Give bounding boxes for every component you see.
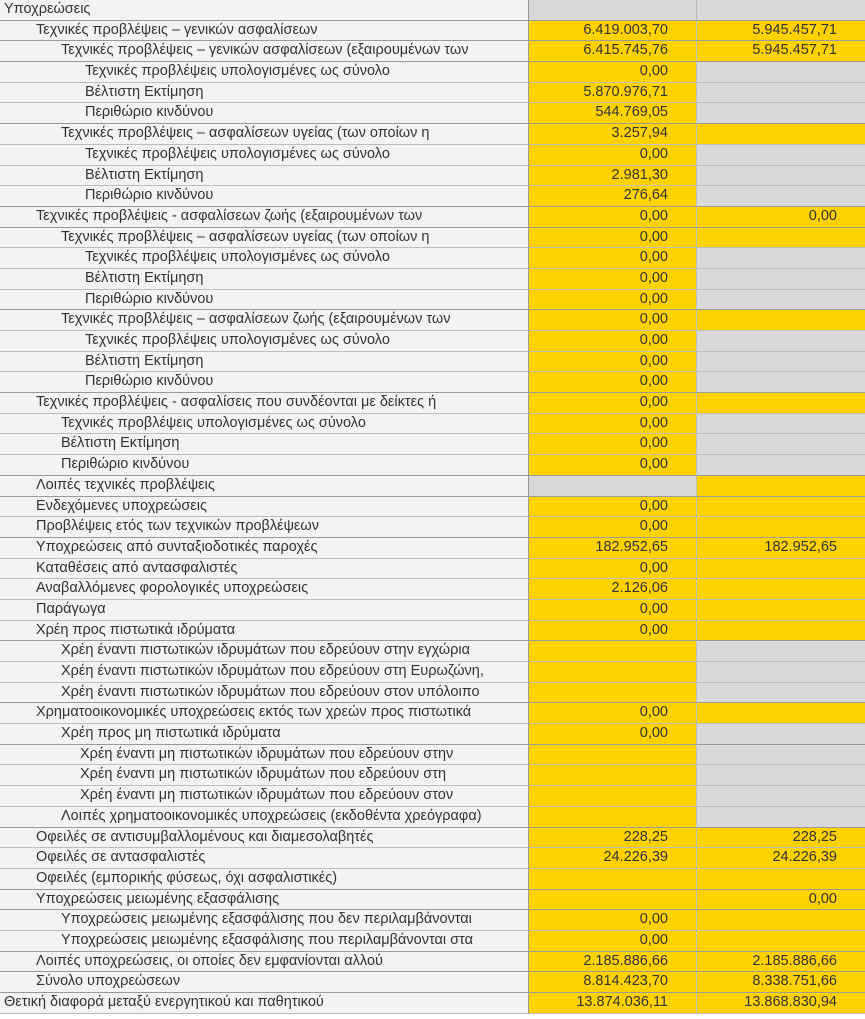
- table-row: [0, 21, 865, 42]
- value-cell-col2[interactable]: [697, 228, 865, 249]
- value-cell-col2[interactable]: [697, 145, 865, 166]
- value-cell-col1[interactable]: 6.415.745,76: [529, 41, 697, 62]
- value-cell-col1[interactable]: 0,00: [529, 703, 697, 724]
- row-label[interactable]: Βέλτιστη Εκτίμηση: [0, 83, 529, 104]
- value-cell-col1[interactable]: [529, 662, 697, 683]
- row-label[interactable]: Προβλέψεις ετός των τεχνικών προβλέψεων: [0, 517, 529, 538]
- row-label[interactable]: Αναβαλλόμενες φορολογικές υποχρεώσεις: [0, 579, 529, 600]
- value-cell-col1[interactable]: 0,00: [529, 310, 697, 331]
- value-cell-col1[interactable]: 0,00: [529, 724, 697, 745]
- table-row: [0, 765, 865, 786]
- value-cell-col1[interactable]: 13.874.036,11: [529, 993, 697, 1014]
- table-row: [0, 310, 865, 331]
- row-label[interactable]: Οφειλές (εμπορικής φύσεως, όχι ασφαλιστικές): [0, 869, 529, 890]
- value-cell-col2[interactable]: [697, 352, 865, 373]
- row-label[interactable]: Τεχνικές προβλέψεις – ασφαλίσεων υγείας (των οποίων η: [0, 124, 529, 145]
- row-label[interactable]: Περιθώριο κινδύνου: [0, 455, 529, 476]
- table-row: [0, 683, 865, 704]
- table-row: [0, 662, 865, 683]
- value-cell-col1[interactable]: 2.126,06: [529, 579, 697, 600]
- value-cell-col2[interactable]: [697, 579, 865, 600]
- table-row: [0, 600, 865, 621]
- row-label[interactable]: Βέλτιστη Εκτίμηση: [0, 434, 529, 455]
- row-label[interactable]: Περιθώριο κινδύνου: [0, 372, 529, 393]
- row-label[interactable]: Παράγωγα: [0, 600, 529, 621]
- row-label[interactable]: Τεχνικές προβλέψεις υπολογισμένες ως σύνολο: [0, 414, 529, 435]
- value-cell-col1[interactable]: 2.981,30: [529, 166, 697, 187]
- value-cell-col2[interactable]: [697, 786, 865, 807]
- table-row: [0, 0, 865, 21]
- value-cell-col2[interactable]: 2.185.886,66: [697, 952, 865, 973]
- row-label[interactable]: Υποχρεώσεις μειωμένης εξασφάλισης που περιλαμβάνονται στα: [0, 931, 529, 952]
- value-cell-col2[interactable]: [697, 455, 865, 476]
- value-cell-col2[interactable]: [697, 869, 865, 890]
- value-cell-col1[interactable]: 0,00: [529, 414, 697, 435]
- value-cell-col2[interactable]: [697, 931, 865, 952]
- value-cell-col1[interactable]: 0,00: [529, 517, 697, 538]
- table-row: [0, 352, 865, 373]
- table-row: [0, 248, 865, 269]
- value-cell-col2[interactable]: [697, 186, 865, 207]
- table-row: [0, 703, 865, 724]
- row-label[interactable]: Χρέη έναντι πιστωτικών ιδρυμάτων που εδρεύουν στην εγχώρια: [0, 641, 529, 662]
- value-cell-col2[interactable]: [697, 414, 865, 435]
- row-label[interactable]: Τεχνικές προβλέψεις – γενικών ασφαλίσεων (εξαιρουμένων των: [0, 41, 529, 62]
- row-label[interactable]: Τεχνικές προβλέψεις – γενικών ασφαλίσεων: [0, 21, 529, 42]
- value-cell-col1[interactable]: [529, 765, 697, 786]
- value-cell-col1[interactable]: 0,00: [529, 269, 697, 290]
- row-label[interactable]: Περιθώριο κινδύνου: [0, 290, 529, 311]
- row-label[interactable]: Υποχρεώσεις από συνταξιοδοτικές παροχές: [0, 538, 529, 559]
- value-cell-col2[interactable]: 24.226,39: [697, 848, 865, 869]
- value-cell-col2[interactable]: [697, 497, 865, 518]
- value-cell-col2[interactable]: [697, 559, 865, 580]
- value-cell-col1[interactable]: 544.769,05: [529, 103, 697, 124]
- table-row: [0, 869, 865, 890]
- value-cell-col1[interactable]: 0,00: [529, 145, 697, 166]
- row-label[interactable]: Ενδεχόμενες υποχρεώσεις: [0, 497, 529, 518]
- table-row: [0, 931, 865, 952]
- row-label[interactable]: Σύνολο υποχρεώσεων: [0, 972, 529, 993]
- value-cell-col2[interactable]: 182.952,65: [697, 538, 865, 559]
- table-row: [0, 393, 865, 414]
- value-cell-col1[interactable]: [529, 745, 697, 766]
- value-cell-col2[interactable]: [697, 166, 865, 187]
- value-cell-col1[interactable]: 228,25: [529, 828, 697, 849]
- table-row: [0, 372, 865, 393]
- row-label[interactable]: Οφειλές σε αντισυμβαλλομένους και διαμεσολαβητές: [0, 828, 529, 849]
- value-cell-col2[interactable]: [697, 290, 865, 311]
- row-label[interactable]: Καταθέσεις από αντασφαλιστές: [0, 559, 529, 580]
- row-label[interactable]: Θετική διαφορά μεταξύ ενεργητικού και παθητικού: [0, 993, 529, 1014]
- value-cell-col2[interactable]: 8.338.751,66: [697, 972, 865, 993]
- value-cell-col2[interactable]: [697, 683, 865, 704]
- table-row: [0, 62, 865, 83]
- value-cell-col2[interactable]: [697, 372, 865, 393]
- table-row: [0, 207, 865, 228]
- value-cell-col2[interactable]: [697, 745, 865, 766]
- row-label[interactable]: Βέλτιστη Εκτίμηση: [0, 166, 529, 187]
- value-cell-col1[interactable]: [529, 476, 697, 497]
- table-row: [0, 807, 865, 828]
- table-row: [0, 476, 865, 497]
- table-row: [0, 828, 865, 849]
- value-cell-col1[interactable]: [529, 869, 697, 890]
- value-cell-col2[interactable]: [697, 248, 865, 269]
- row-label[interactable]: Τεχνικές προβλέψεις υπολογισμένες ως σύνολο: [0, 248, 529, 269]
- value-cell-col1[interactable]: 0,00: [529, 352, 697, 373]
- table-row: [0, 414, 865, 435]
- row-label[interactable]: Χρέη προς μη πιστωτικά ιδρύματα: [0, 724, 529, 745]
- value-cell-col1[interactable]: 2.185.886,66: [529, 952, 697, 973]
- row-label[interactable]: Τεχνικές προβλέψεις υπολογισμένες ως σύνολο: [0, 62, 529, 83]
- value-cell-col1[interactable]: 5.870.976,71: [529, 83, 697, 104]
- table-row: [0, 952, 865, 973]
- value-cell-col1[interactable]: 3.257,94: [529, 124, 697, 145]
- table-row: [0, 745, 865, 766]
- row-label[interactable]: Χρέη έναντι πιστωτικών ιδρυμάτων που εδρεύουν στον υπόλοιπο: [0, 683, 529, 704]
- table-row: [0, 579, 865, 600]
- value-cell-col2[interactable]: [697, 434, 865, 455]
- row-label[interactable]: Τεχνικές προβλέψεις - ασφαλίσεις που συνδέονται με δείκτες ή: [0, 393, 529, 414]
- value-cell-col1[interactable]: 0,00: [529, 434, 697, 455]
- row-label[interactable]: Τεχνικές προβλέψεις υπολογισμένες ως σύνολο: [0, 331, 529, 352]
- row-label[interactable]: Βέλτιστη Εκτίμηση: [0, 269, 529, 290]
- value-cell-col2[interactable]: [697, 103, 865, 124]
- value-cell-col2[interactable]: [697, 331, 865, 352]
- value-cell-col1[interactable]: 0,00: [529, 455, 697, 476]
- row-label[interactable]: Χρέη έναντι μη πιστωτικών ιδρυμάτων που εδρεύουν στην: [0, 745, 529, 766]
- value-cell-col1[interactable]: 0,00: [529, 497, 697, 518]
- table-row: [0, 331, 865, 352]
- value-cell-col2[interactable]: 13.868.830,94: [697, 993, 865, 1014]
- row-label[interactable]: Υποχρεώσεις μειωμένης εξασφάλισης: [0, 890, 529, 911]
- value-cell-col1[interactable]: [529, 683, 697, 704]
- value-cell-col1[interactable]: 0,00: [529, 910, 697, 931]
- value-cell-col2[interactable]: [697, 703, 865, 724]
- value-cell-col1[interactable]: 0,00: [529, 600, 697, 621]
- row-label[interactable]: Χρέη έναντι μη πιστωτικών ιδρυμάτων που εδρεύουν στη: [0, 765, 529, 786]
- value-cell-col1[interactable]: 6.419.003,70: [529, 21, 697, 42]
- value-cell-col1[interactable]: 8.814.423,70: [529, 972, 697, 993]
- table-row: [0, 455, 865, 476]
- value-cell-col2[interactable]: [697, 662, 865, 683]
- value-cell-col2[interactable]: [697, 83, 865, 104]
- value-cell-col2[interactable]: [697, 621, 865, 642]
- value-cell-col2[interactable]: [697, 807, 865, 828]
- value-cell-col1[interactable]: [529, 890, 697, 911]
- value-cell-col2[interactable]: [697, 517, 865, 538]
- table-row: [0, 434, 865, 455]
- value-cell-col2[interactable]: 0,00: [697, 890, 865, 911]
- row-label[interactable]: Λοιπές υποχρεώσεις, οι οποίες δεν εμφανίονται αλλού: [0, 952, 529, 973]
- value-cell-col2[interactable]: 5.945.457,71: [697, 41, 865, 62]
- value-cell-col1[interactable]: 0,00: [529, 931, 697, 952]
- row-label[interactable]: Χρέη προς πιστωτικά ιδρύματα: [0, 621, 529, 642]
- table-row: [0, 83, 865, 104]
- table-row: [0, 228, 865, 249]
- table-row: [0, 786, 865, 807]
- row-label[interactable]: Υποχρεώσεις: [0, 0, 529, 21]
- row-label[interactable]: Περιθώριο κινδύνου: [0, 186, 529, 207]
- value-cell-col1[interactable]: 24.226,39: [529, 848, 697, 869]
- table-row: [0, 621, 865, 642]
- value-cell-col1[interactable]: [529, 641, 697, 662]
- value-cell-col2[interactable]: [697, 724, 865, 745]
- value-cell-col2[interactable]: 0,00: [697, 207, 865, 228]
- row-label[interactable]: Βέλτιστη Εκτίμηση: [0, 352, 529, 373]
- value-cell-col2[interactable]: [697, 269, 865, 290]
- value-cell-col2[interactable]: [697, 310, 865, 331]
- table-row: [0, 993, 865, 1014]
- value-cell-col2[interactable]: 5.945.457,71: [697, 21, 865, 42]
- value-cell-col1[interactable]: 0,00: [529, 290, 697, 311]
- table-row: [0, 910, 865, 931]
- value-cell-col2[interactable]: [697, 62, 865, 83]
- row-label[interactable]: Τεχνικές προβλέψεις υπολογισμένες ως σύνολο: [0, 145, 529, 166]
- value-cell-col2[interactable]: [697, 476, 865, 497]
- table-row: [0, 517, 865, 538]
- value-cell-col1[interactable]: 0,00: [529, 559, 697, 580]
- value-cell-col1[interactable]: 0,00: [529, 621, 697, 642]
- table-row: [0, 103, 865, 124]
- table-row: [0, 497, 865, 518]
- table-row: [0, 890, 865, 911]
- value-cell-col1[interactable]: 0,00: [529, 228, 697, 249]
- row-label[interactable]: Τεχνικές προβλέψεις – ασφαλίσεων ζωής (εξαιρουμένων των: [0, 310, 529, 331]
- value-cell-col1[interactable]: 0,00: [529, 248, 697, 269]
- row-label[interactable]: Λοιπές χρηματοοικονομικές υποχρεώσεις (εκδοθέντα χρεόγραφα): [0, 807, 529, 828]
- table-row: [0, 848, 865, 869]
- value-cell-col1[interactable]: [529, 786, 697, 807]
- value-cell-col1[interactable]: 0,00: [529, 62, 697, 83]
- value-cell-col1[interactable]: 0,00: [529, 372, 697, 393]
- table-row: [0, 290, 865, 311]
- value-cell-col2[interactable]: [697, 765, 865, 786]
- value-cell-col1[interactable]: 0,00: [529, 393, 697, 414]
- value-cell-col2[interactable]: [697, 0, 865, 21]
- row-label[interactable]: Τεχνικές προβλέψεις – ασφαλίσεων υγείας (των οποίων η: [0, 228, 529, 249]
- row-label[interactable]: Χρηματοοικονομικές υποχρεώσεις εκτός των χρεών προς πιστωτικά: [0, 703, 529, 724]
- value-cell-col2[interactable]: [697, 124, 865, 145]
- table-row: [0, 724, 865, 745]
- value-cell-col1[interactable]: 0,00: [529, 331, 697, 352]
- table-row: [0, 166, 865, 187]
- row-label[interactable]: Περιθώριο κινδύνου: [0, 103, 529, 124]
- value-cell-col2[interactable]: [697, 641, 865, 662]
- value-cell-col1[interactable]: 0,00: [529, 207, 697, 228]
- row-label[interactable]: Οφειλές σε αντασφαλιστές: [0, 848, 529, 869]
- table-row: [0, 145, 865, 166]
- value-cell-col1[interactable]: 276,64: [529, 186, 697, 207]
- value-cell-col2[interactable]: [697, 600, 865, 621]
- row-label[interactable]: Λοιπές τεχνικές προβλέψεις: [0, 476, 529, 497]
- value-cell-col1[interactable]: [529, 0, 697, 21]
- value-cell-col1[interactable]: [529, 807, 697, 828]
- table-row: [0, 972, 865, 993]
- row-label[interactable]: Υποχρεώσεις μειωμένης εξασφάλισης που δεν περιλαμβάνονται: [0, 910, 529, 931]
- value-cell-col2[interactable]: [697, 393, 865, 414]
- table-row: [0, 538, 865, 559]
- table-row: [0, 41, 865, 62]
- value-cell-col2[interactable]: [697, 910, 865, 931]
- table-row: [0, 124, 865, 145]
- table-row: [0, 641, 865, 662]
- row-label[interactable]: Χρέη έναντι μη πιστωτικών ιδρυμάτων που εδρεύουν στον: [0, 786, 529, 807]
- table-row: [0, 186, 865, 207]
- table-row: [0, 559, 865, 580]
- table-row: [0, 269, 865, 290]
- row-label[interactable]: Τεχνικές προβλέψεις - ασφαλίσεων ζωής (εξαιρουμένων των: [0, 207, 529, 228]
- value-cell-col2[interactable]: 228,25: [697, 828, 865, 849]
- value-cell-col1[interactable]: 182.952,65: [529, 538, 697, 559]
- row-label[interactable]: Χρέη έναντι πιστωτικών ιδρυμάτων που εδρεύουν στη Ευρωζώνη,: [0, 662, 529, 683]
